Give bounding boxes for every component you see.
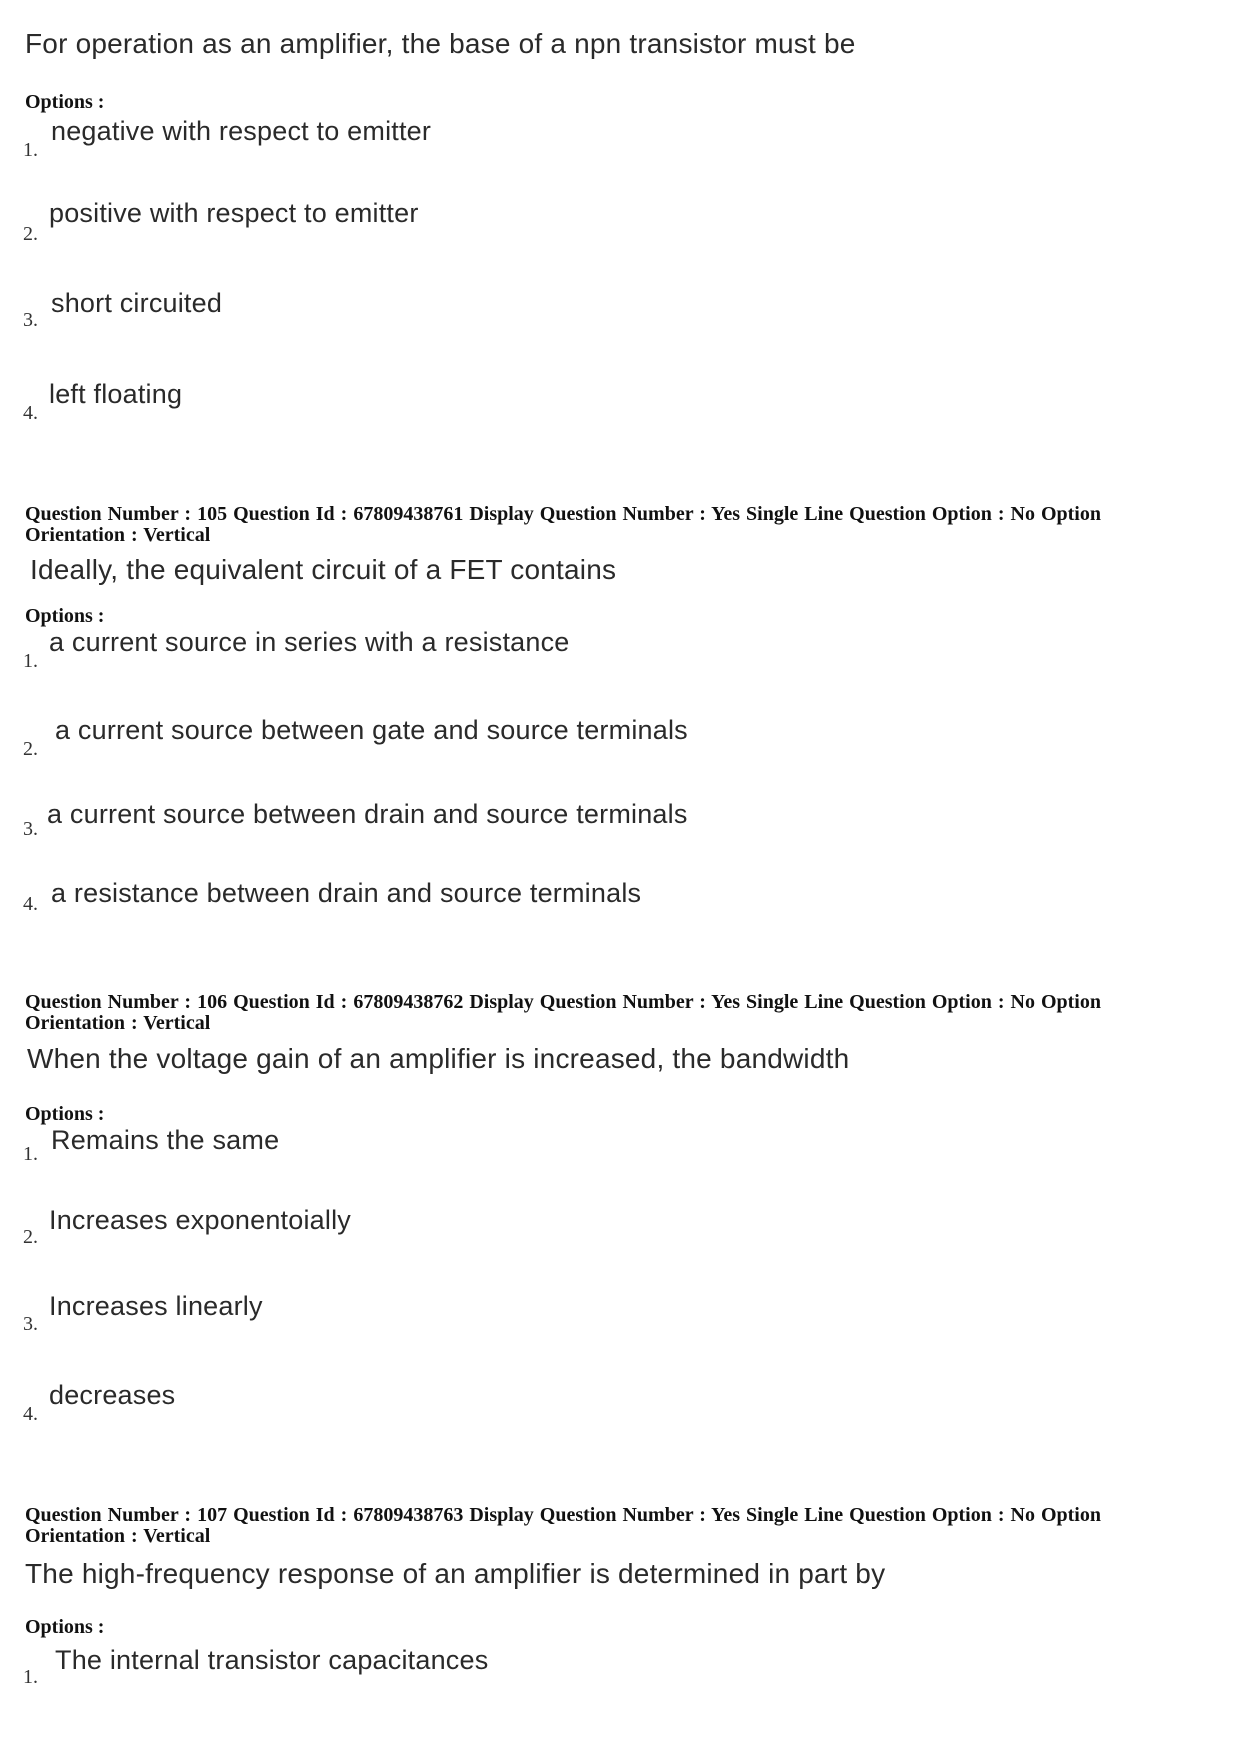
options-label: Options : bbox=[25, 1103, 105, 1125]
option-text: Increases exponentoially bbox=[49, 1205, 351, 1235]
question-text: For operation as an amplifier, the base of a npn transistor must be bbox=[25, 28, 856, 59]
option-text: a current source between drain and source terminals bbox=[47, 799, 688, 829]
option-text: The internal transistor capacitances bbox=[55, 1645, 489, 1675]
option-number: 3. bbox=[23, 309, 38, 331]
option-number: 1. bbox=[23, 1666, 38, 1688]
options-label: Options : bbox=[25, 1616, 105, 1638]
question-meta: Question Number : 106 Question Id : 67809438762 Display Question Number : Yes Single Line Question Option : No Option Orientation : Vertical bbox=[25, 991, 1101, 1034]
option-text: negative with respect to emitter bbox=[51, 116, 432, 146]
question-meta: Question Number : 105 Question Id : 67809438761 Display Question Number : Yes Single Line Question Option : No Option Orientation : Vertical bbox=[25, 503, 1101, 546]
option-text: left floating bbox=[49, 379, 183, 409]
option-number: 2. bbox=[23, 1226, 38, 1248]
option-number: 2. bbox=[23, 738, 38, 760]
option-text: positive with respect to emitter bbox=[49, 198, 419, 228]
option-number: 4. bbox=[23, 402, 38, 424]
question-text: When the voltage gain of an amplifier is increased, the bandwidth bbox=[27, 1043, 850, 1074]
option-text: short circuited bbox=[51, 288, 223, 318]
option-number: 2. bbox=[23, 223, 38, 245]
option-number: 1. bbox=[23, 1143, 38, 1165]
option-text: a current source in series with a resistance bbox=[49, 627, 570, 657]
question-text: The high-frequency response of an amplifier is determined in part by bbox=[25, 1558, 886, 1589]
option-number: 4. bbox=[23, 893, 38, 915]
option-number: 1. bbox=[23, 139, 38, 161]
option-number: 1. bbox=[23, 650, 38, 672]
options-label: Options : bbox=[25, 605, 105, 627]
question-meta: Question Number : 107 Question Id : 67809438763 Display Question Number : Yes Single Line Question Option : No Option Orientation : Vertical bbox=[25, 1504, 1101, 1547]
option-number: 4. bbox=[23, 1403, 38, 1425]
option-number: 3. bbox=[23, 1313, 38, 1335]
option-text: a current source between gate and source terminals bbox=[55, 715, 688, 745]
question-text: Ideally, the equivalent circuit of a FET contains bbox=[30, 554, 617, 585]
option-text: Remains the same bbox=[51, 1125, 280, 1155]
option-text: Increases linearly bbox=[49, 1291, 263, 1321]
option-text: a resistance between drain and source terminals bbox=[51, 878, 642, 908]
option-number: 3. bbox=[23, 818, 38, 840]
options-label: Options : bbox=[25, 91, 105, 113]
option-text: decreases bbox=[49, 1380, 176, 1410]
